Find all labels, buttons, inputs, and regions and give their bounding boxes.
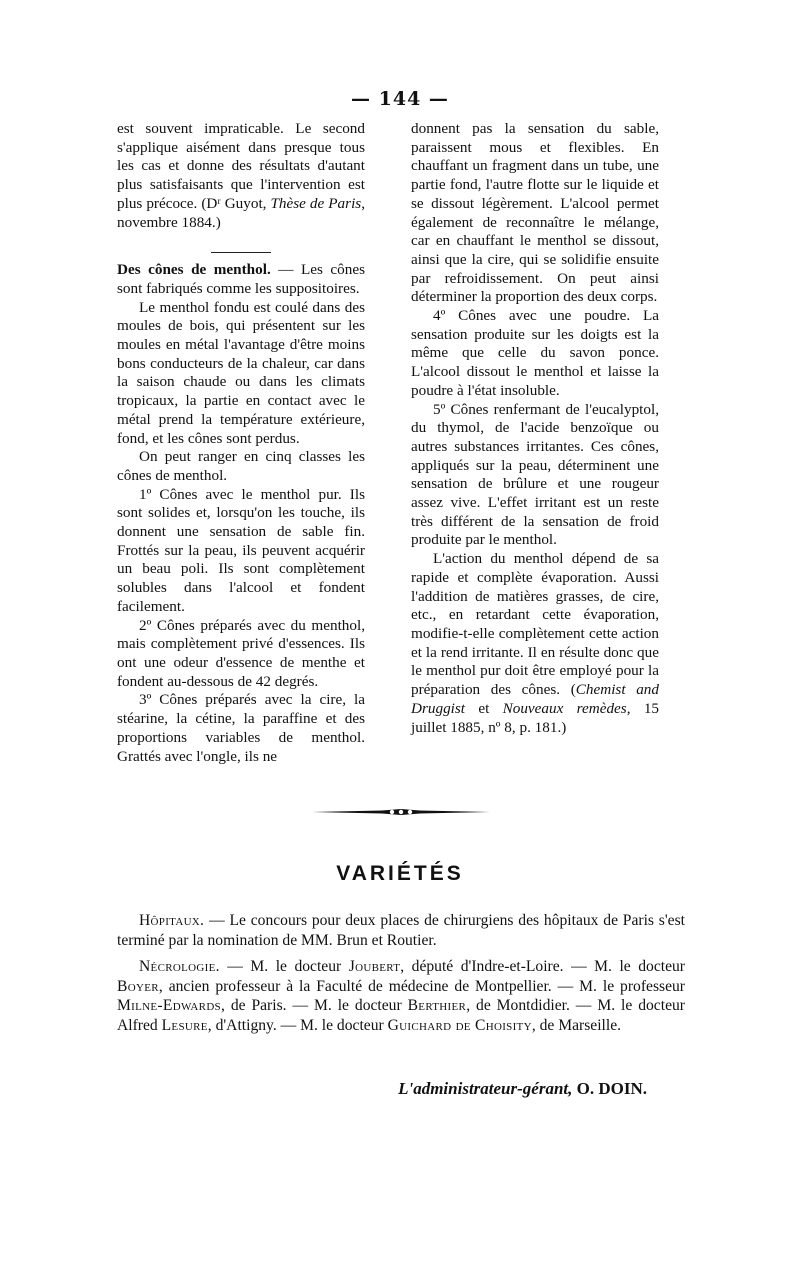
paragraph: 5º Cônes renfermant de l'eucalyptol, du thymol, de l'acide benzoïque ou autres substances irritantes. Ces cônes, appliqués sur la peau, déterminent une sensation de brûlure et une rougeur assez vive. L'effet irritant est un reste très différent de la sensation de froid produite par le menthol. — [411, 400, 659, 549]
paragraph: On peut ranger en cinq classes les cônes de menthol. — [117, 448, 365, 484]
italic-text: Thèse de Paris — [270, 194, 362, 212]
paragraph: 4º Cônes avec une poudre. La sensation produite sur les doigts est la même que celle du savon ponce. L'alcool dissout le menthol et laisse la poudre à l'état insoluble. — [411, 307, 659, 399]
person-name: Milne-Edwards — [117, 997, 221, 1015]
paragraph: 2º Cônes préparés avec du menthol, mais complètement privé d'essences. Ils ont une odeur d'essence de menthe et fondent au-dessous de 42 degrés. — [117, 616, 365, 690]
signature-name: O. DOIN. — [572, 1079, 647, 1098]
person-name: Lesure — [161, 1016, 208, 1034]
paragraph: 1º Cônes avec le menthol pur. Ils sont solides et, lorsqu'on les touche, ils donnent une sensation de sable fin. Frottés sur la peau, ils peuvent acquérir un beau poli. Ils sont complètement solubles dans l'alcool et fondent facilement. — [117, 485, 365, 615]
left-column — [117, 120, 365, 766]
varietes-section — [117, 911, 685, 1043]
text: — Le concours pour deux places de chirurgiens des hôpitaux de Paris s'est terminé par la nomination de MM. Brun et Routier. — [117, 912, 685, 949]
italic-text: Nouveaux remèdes — [502, 699, 627, 717]
page-number: — 144 — — [351, 88, 449, 110]
person-name: Berthier — [407, 997, 467, 1015]
text: L'action du menthol dépend de sa rapide et complète évaporation. Aussi l'addition de matières grasses, de cire, etc., en retardant cette évaporation, modifie-t-elle complètement cette action et la rend irritante. Il en résulte donc que le menthol pur doit être employé pour la préparation des cônes. ( — [411, 550, 659, 699]
text: , de Paris. — M. le docteur — [220, 997, 408, 1015]
section-heading: Des cônes de menthol. — [117, 261, 271, 279]
text: — Les cônes sont fabriqués comme les suppositoires. — [117, 261, 365, 297]
text: , novembre 1884.) — [117, 194, 365, 231]
necrologie-paragraph — [117, 957, 685, 1035]
paragraph: Le menthol fondu est coulé dans des moules de bois, qui présentent sur les moules en métal l'avantage d'être moins bons conducteurs de la chaleur, car dans la saison chaude ou dans les climats tropicaux, la partie en contact avec le métal prend la température extérieure, fond, et les cônes sont perdus. — [117, 298, 365, 447]
section-heading-paragraph — [117, 261, 365, 298]
hopitaux-paragraph — [117, 911, 685, 950]
paragraph — [117, 120, 365, 232]
paragraph: donnent pas la sensation du sable, paraissent mous et flexibles. En chauffant un fragment dans un tube, une partie fond, l'autre flotte sur le liquide et se dissout légèrement. L'alcool permet également de reconnaître le mélange, car en chauffant le menthol se dissout, ainsi que la cire, qui se solidifie ensuite par refroidissement. On peut ainsi déterminer la proportion des deux corps. — [411, 120, 659, 306]
text: , d'Attigny. — M. le docteur — [207, 1016, 388, 1034]
person-name: Guichard de Choisity — [387, 1016, 532, 1034]
text: , député d'Indre-et-Loire. — M. le docteur — [400, 958, 685, 976]
section-title: VARIÉTÉS — [336, 862, 464, 885]
right-column — [411, 120, 659, 737]
text: — M. le docteur — [219, 958, 349, 976]
rubric-label: Hôpitaux. — [139, 912, 205, 929]
text: , 15 juillet 1885, nº 8, p. 181.) — [411, 699, 659, 736]
italic-text: Chemist and Druggist — [411, 681, 659, 717]
signature-role: L'administrateur-gérant, — [398, 1079, 573, 1098]
ornament-divider — [312, 806, 490, 818]
text: est souvent impraticable. Le second s'applique aisément dans presque tous les cas et donne des résultats d'autant plus satisfaisants que l'intervention est plus précoce. (Dʳ Guyot, — [117, 120, 365, 212]
paragraph: 3º Cônes préparés avec la cire, la stéarine, la cétine, la paraffine et des proportions variables de menthol. Grattés avec l'ongle, ils ne — [117, 691, 365, 765]
person-name: Joubert — [348, 958, 401, 976]
text: , de Marseille. — [531, 1016, 622, 1034]
person-name: Boyer — [117, 977, 159, 995]
paragraph — [411, 550, 659, 737]
text: et — [465, 699, 503, 717]
text: , ancien professeur à la Faculté de médecine de Montpellier. — M. le professeur — [158, 977, 685, 995]
rubric-label: Nécrologie. — [139, 958, 220, 976]
text: , de Montdidier. — M. le docteur Alfred — [117, 997, 685, 1034]
section-divider — [211, 252, 271, 253]
signature — [398, 1079, 647, 1099]
